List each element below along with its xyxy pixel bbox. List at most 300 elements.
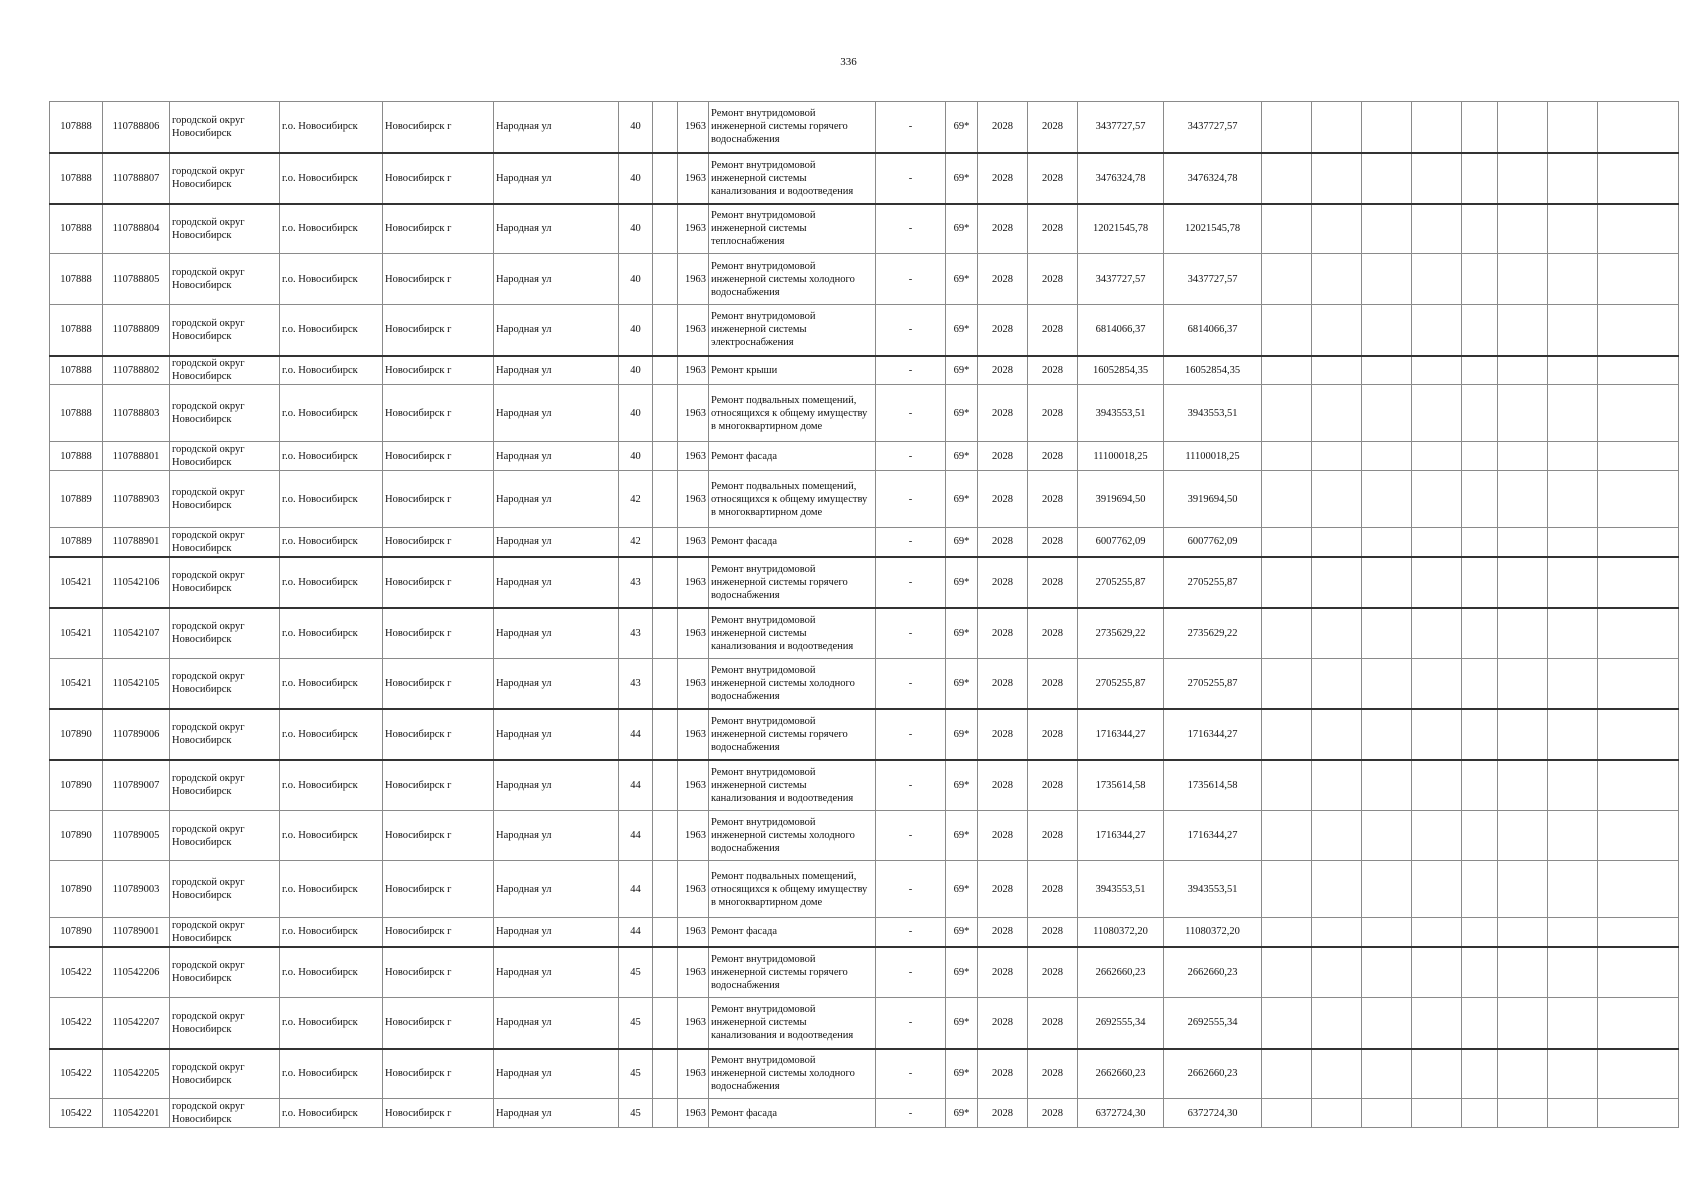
cell-work-type: Ремонт внутридомовой инженерной системы холодного водоснабжения: [709, 811, 876, 861]
cell-element-code: 110788805: [103, 254, 170, 305]
cell-empty: [1312, 557, 1362, 608]
cell-plan-year-end: 2028: [1028, 385, 1078, 442]
cell-plan-year-start: 2028: [978, 356, 1028, 385]
cell-total-cost: 3943553,51: [1164, 385, 1262, 442]
cell-district: г.о. Новосибирск: [280, 709, 383, 760]
cell-empty: [1362, 1049, 1412, 1099]
cell-total-cost: 2735629,22: [1164, 608, 1262, 659]
cell-object-id: 107889: [50, 471, 103, 528]
cell-empty: [1598, 153, 1679, 204]
cell-empty: [1498, 557, 1548, 608]
cell-placeholder: -: [876, 709, 946, 760]
cell-empty: [1462, 254, 1498, 305]
table-row: [50, 947, 1679, 998]
cell-building: [653, 918, 678, 947]
cell-object-id: 107888: [50, 385, 103, 442]
cell-plan-year-end: 2028: [1028, 356, 1078, 385]
cell-empty: [1362, 861, 1412, 918]
cell-build-year: 1963: [678, 811, 709, 861]
cell-total-cost: 11100018,25: [1164, 442, 1262, 471]
cell-element-code: 110542106: [103, 557, 170, 608]
cell-empty: [1262, 254, 1312, 305]
cell-empty: [1498, 356, 1548, 385]
cell-municipality: городской округ Новосибирск: [170, 608, 280, 659]
cell-object-id: 107888: [50, 305, 103, 356]
cell-empty: [1412, 998, 1462, 1049]
cell-district: г.о. Новосибирск: [280, 385, 383, 442]
cell-district: г.о. Новосибирск: [280, 947, 383, 998]
cell-placeholder: -: [876, 608, 946, 659]
cell-empty: [1548, 254, 1598, 305]
cell-street: Народная ул: [494, 760, 619, 811]
cell-total-cost: 1735614,58: [1164, 760, 1262, 811]
cell-empty: [1498, 608, 1548, 659]
cell-empty: [1548, 471, 1598, 528]
cell-plan-year-end: 2028: [1028, 471, 1078, 528]
cell-empty: [1498, 1049, 1548, 1099]
cell-cost: 2662660,23: [1078, 1049, 1164, 1099]
cell-empty: [1412, 811, 1462, 861]
cell-empty: [1462, 102, 1498, 153]
cell-municipality: городской округ Новосибирск: [170, 204, 280, 254]
cell-empty: [1362, 947, 1412, 998]
cell-empty: [1498, 861, 1548, 918]
cell-total-cost: 3943553,51: [1164, 861, 1262, 918]
cell-object-id: 105422: [50, 1049, 103, 1099]
cell-cost: 3919694,50: [1078, 471, 1164, 528]
cell-empty: [1362, 608, 1412, 659]
cell-empty: [1412, 1049, 1462, 1099]
cell-building: [653, 442, 678, 471]
cell-street: Народная ул: [494, 102, 619, 153]
cell-element-code: 110789006: [103, 709, 170, 760]
cell-placeholder: -: [876, 356, 946, 385]
cell-deterioration: 69*: [946, 608, 978, 659]
cell-street: Народная ул: [494, 153, 619, 204]
cell-object-id: 105422: [50, 947, 103, 998]
cell-placeholder: -: [876, 557, 946, 608]
table-row: [50, 1049, 1679, 1099]
cell-empty: [1598, 557, 1679, 608]
cell-plan-year-end: 2028: [1028, 998, 1078, 1049]
cell-empty: [1412, 254, 1462, 305]
cell-element-code: 110789001: [103, 918, 170, 947]
cell-house-number: 45: [619, 1049, 653, 1099]
cell-cost: 1735614,58: [1078, 760, 1164, 811]
cell-plan-year-start: 2028: [978, 918, 1028, 947]
cell-house-number: 44: [619, 918, 653, 947]
cell-work-type: Ремонт внутридомовой инженерной системы холодного водоснабжения: [709, 659, 876, 709]
cell-empty: [1262, 760, 1312, 811]
cell-object-id: 107890: [50, 918, 103, 947]
cell-work-type: Ремонт внутридомовой инженерной системы теплоснабжения: [709, 204, 876, 254]
cell-element-code: 110788806: [103, 102, 170, 153]
cell-empty: [1262, 153, 1312, 204]
cell-object-id: 107888: [50, 204, 103, 254]
cell-settlement: Новосибирск г: [383, 102, 494, 153]
table-row: [50, 861, 1679, 918]
page-number: 336: [840, 56, 857, 68]
cell-element-code: 110789007: [103, 760, 170, 811]
cell-street: Народная ул: [494, 385, 619, 442]
cell-district: г.о. Новосибирск: [280, 204, 383, 254]
cell-empty: [1362, 356, 1412, 385]
cell-district: г.о. Новосибирск: [280, 1099, 383, 1128]
cell-district: г.о. Новосибирск: [280, 918, 383, 947]
cell-placeholder: -: [876, 385, 946, 442]
cell-district: г.о. Новосибирск: [280, 442, 383, 471]
table-row: [50, 153, 1679, 204]
cell-plan-year-start: 2028: [978, 204, 1028, 254]
cell-deterioration: 69*: [946, 305, 978, 356]
cell-empty: [1312, 528, 1362, 557]
cell-empty: [1498, 442, 1548, 471]
cell-building: [653, 811, 678, 861]
cell-total-cost: 3437727,57: [1164, 102, 1262, 153]
cell-placeholder: -: [876, 204, 946, 254]
cell-empty: [1312, 659, 1362, 709]
cell-empty: [1362, 1099, 1412, 1128]
cell-deterioration: 69*: [946, 811, 978, 861]
cell-empty: [1312, 760, 1362, 811]
cell-cost: 3437727,57: [1078, 254, 1164, 305]
cell-empty: [1462, 760, 1498, 811]
cell-build-year: 1963: [678, 385, 709, 442]
cell-plan-year-start: 2028: [978, 385, 1028, 442]
cell-building: [653, 709, 678, 760]
cell-build-year: 1963: [678, 305, 709, 356]
cell-build-year: 1963: [678, 861, 709, 918]
table-row: [50, 557, 1679, 608]
table-row: [50, 811, 1679, 861]
cell-building: [653, 947, 678, 998]
cell-build-year: 1963: [678, 557, 709, 608]
cell-plan-year-end: 2028: [1028, 557, 1078, 608]
cell-element-code: 110542207: [103, 998, 170, 1049]
cell-empty: [1412, 760, 1462, 811]
cell-empty: [1498, 998, 1548, 1049]
cell-empty: [1362, 709, 1412, 760]
cell-settlement: Новосибирск г: [383, 811, 494, 861]
cell-settlement: Новосибирск г: [383, 204, 494, 254]
cell-district: г.о. Новосибирск: [280, 356, 383, 385]
cell-district: г.о. Новосибирск: [280, 102, 383, 153]
cell-build-year: 1963: [678, 102, 709, 153]
cell-deterioration: 69*: [946, 528, 978, 557]
cell-element-code: 110542206: [103, 947, 170, 998]
cell-total-cost: 3437727,57: [1164, 254, 1262, 305]
cell-district: г.о. Новосибирск: [280, 557, 383, 608]
cell-placeholder: -: [876, 471, 946, 528]
cell-cost: 3437727,57: [1078, 102, 1164, 153]
cell-district: г.о. Новосибирск: [280, 998, 383, 1049]
cell-district: г.о. Новосибирск: [280, 471, 383, 528]
cell-street: Народная ул: [494, 471, 619, 528]
cell-deterioration: 69*: [946, 947, 978, 998]
cell-cost: 12021545,78: [1078, 204, 1164, 254]
cell-total-cost: 11080372,20: [1164, 918, 1262, 947]
cell-build-year: 1963: [678, 254, 709, 305]
cell-cost: 2705255,87: [1078, 557, 1164, 608]
cell-municipality: городской округ Новосибирск: [170, 1049, 280, 1099]
cell-empty: [1262, 356, 1312, 385]
cell-empty: [1462, 385, 1498, 442]
cell-empty: [1462, 861, 1498, 918]
cell-empty: [1498, 102, 1548, 153]
cell-plan-year-start: 2028: [978, 528, 1028, 557]
cell-work-type: Ремонт внутридомовой инженерной системы холодного водоснабжения: [709, 1049, 876, 1099]
cell-work-type: Ремонт подвальных помещений, относящихся к общему имуществу в многоквартирном доме: [709, 385, 876, 442]
cell-placeholder: -: [876, 861, 946, 918]
cell-empty: [1362, 471, 1412, 528]
table-row: [50, 385, 1679, 442]
cell-placeholder: -: [876, 254, 946, 305]
cell-empty: [1312, 918, 1362, 947]
cell-settlement: Новосибирск г: [383, 153, 494, 204]
cell-cost: 11080372,20: [1078, 918, 1164, 947]
cell-building: [653, 356, 678, 385]
cell-work-type: Ремонт подвальных помещений, относящихся к общему имуществу в многоквартирном доме: [709, 861, 876, 918]
cell-plan-year-end: 2028: [1028, 102, 1078, 153]
cell-work-type: Ремонт внутридомовой инженерной системы канализования и водоотведения: [709, 998, 876, 1049]
cell-empty: [1462, 709, 1498, 760]
cell-empty: [1412, 947, 1462, 998]
cell-empty: [1598, 102, 1679, 153]
cell-element-code: 110542205: [103, 1049, 170, 1099]
capital-repair-table: [49, 101, 1679, 1128]
cell-building: [653, 557, 678, 608]
cell-empty: [1598, 305, 1679, 356]
cell-empty: [1312, 947, 1362, 998]
cell-plan-year-start: 2028: [978, 1049, 1028, 1099]
cell-empty: [1462, 659, 1498, 709]
cell-deterioration: 69*: [946, 998, 978, 1049]
cell-street: Народная ул: [494, 998, 619, 1049]
cell-building: [653, 1099, 678, 1128]
cell-work-type: Ремонт внутридомовой инженерной системы горячего водоснабжения: [709, 557, 876, 608]
cell-total-cost: 6007762,09: [1164, 528, 1262, 557]
cell-house-number: 45: [619, 998, 653, 1049]
cell-empty: [1312, 254, 1362, 305]
cell-empty: [1312, 861, 1362, 918]
cell-cost: 2662660,23: [1078, 947, 1164, 998]
cell-deterioration: 69*: [946, 861, 978, 918]
cell-house-number: 43: [619, 608, 653, 659]
cell-empty: [1312, 608, 1362, 659]
cell-empty: [1598, 608, 1679, 659]
cell-house-number: 40: [619, 204, 653, 254]
cell-house-number: 40: [619, 385, 653, 442]
cell-build-year: 1963: [678, 709, 709, 760]
cell-plan-year-end: 2028: [1028, 811, 1078, 861]
cell-empty: [1462, 356, 1498, 385]
cell-settlement: Новосибирск г: [383, 918, 494, 947]
cell-empty: [1362, 254, 1412, 305]
cell-empty: [1412, 659, 1462, 709]
cell-plan-year-start: 2028: [978, 153, 1028, 204]
cell-house-number: 40: [619, 442, 653, 471]
cell-house-number: 42: [619, 528, 653, 557]
cell-settlement: Новосибирск г: [383, 608, 494, 659]
cell-empty: [1598, 528, 1679, 557]
cell-street: Народная ул: [494, 811, 619, 861]
cell-empty: [1598, 204, 1679, 254]
cell-empty: [1462, 947, 1498, 998]
table-row: [50, 442, 1679, 471]
cell-district: г.о. Новосибирск: [280, 305, 383, 356]
cell-municipality: городской округ Новосибирск: [170, 528, 280, 557]
table-row: [50, 998, 1679, 1049]
cell-plan-year-end: 2028: [1028, 1099, 1078, 1128]
cell-house-number: 44: [619, 861, 653, 918]
cell-empty: [1262, 811, 1312, 861]
cell-empty: [1262, 918, 1312, 947]
cell-deterioration: 69*: [946, 1049, 978, 1099]
cell-plan-year-end: 2028: [1028, 947, 1078, 998]
cell-building: [653, 760, 678, 811]
cell-municipality: городской округ Новосибирск: [170, 557, 280, 608]
cell-deterioration: 69*: [946, 709, 978, 760]
cell-element-code: 110788903: [103, 471, 170, 528]
cell-empty: [1548, 356, 1598, 385]
cell-empty: [1598, 760, 1679, 811]
cell-object-id: 107890: [50, 811, 103, 861]
cell-cost: 1716344,27: [1078, 709, 1164, 760]
cell-placeholder: -: [876, 811, 946, 861]
cell-object-id: 107890: [50, 760, 103, 811]
cell-empty: [1262, 528, 1312, 557]
cell-house-number: 40: [619, 102, 653, 153]
cell-cost: 3476324,78: [1078, 153, 1164, 204]
cell-street: Народная ул: [494, 557, 619, 608]
cell-settlement: Новосибирск г: [383, 471, 494, 528]
cell-building: [653, 471, 678, 528]
cell-cost: 11100018,25: [1078, 442, 1164, 471]
cell-empty: [1262, 557, 1312, 608]
cell-empty: [1598, 254, 1679, 305]
cell-street: Народная ул: [494, 204, 619, 254]
cell-municipality: городской округ Новосибирск: [170, 659, 280, 709]
cell-empty: [1462, 557, 1498, 608]
cell-object-id: 105421: [50, 608, 103, 659]
cell-empty: [1262, 608, 1312, 659]
cell-house-number: 40: [619, 153, 653, 204]
cell-total-cost: 3476324,78: [1164, 153, 1262, 204]
cell-empty: [1462, 528, 1498, 557]
cell-plan-year-start: 2028: [978, 471, 1028, 528]
cell-deterioration: 69*: [946, 659, 978, 709]
cell-settlement: Новосибирск г: [383, 659, 494, 709]
cell-empty: [1598, 471, 1679, 528]
cell-plan-year-start: 2028: [978, 254, 1028, 305]
cell-settlement: Новосибирск г: [383, 760, 494, 811]
cell-cost: 1716344,27: [1078, 811, 1164, 861]
cell-element-code: 110788809: [103, 305, 170, 356]
cell-empty: [1462, 305, 1498, 356]
cell-object-id: 107890: [50, 709, 103, 760]
cell-empty: [1462, 918, 1498, 947]
cell-settlement: Новосибирск г: [383, 442, 494, 471]
cell-house-number: 44: [619, 760, 653, 811]
cell-empty: [1548, 998, 1598, 1049]
cell-municipality: городской округ Новосибирск: [170, 442, 280, 471]
cell-empty: [1498, 254, 1548, 305]
cell-work-type: Ремонт внутридомовой инженерной системы канализования и водоотведения: [709, 760, 876, 811]
cell-build-year: 1963: [678, 153, 709, 204]
cell-empty: [1462, 1099, 1498, 1128]
cell-element-code: 110788804: [103, 204, 170, 254]
cell-plan-year-end: 2028: [1028, 918, 1078, 947]
cell-building: [653, 305, 678, 356]
cell-empty: [1262, 102, 1312, 153]
cell-plan-year-start: 2028: [978, 608, 1028, 659]
cell-municipality: городской округ Новосибирск: [170, 918, 280, 947]
cell-building: [653, 385, 678, 442]
cell-street: Народная ул: [494, 1049, 619, 1099]
cell-house-number: 44: [619, 709, 653, 760]
cell-build-year: 1963: [678, 204, 709, 254]
cell-deterioration: 69*: [946, 385, 978, 442]
cell-district: г.о. Новосибирск: [280, 659, 383, 709]
cell-empty: [1412, 528, 1462, 557]
cell-street: Народная ул: [494, 608, 619, 659]
cell-placeholder: -: [876, 528, 946, 557]
cell-empty: [1548, 760, 1598, 811]
cell-street: Народная ул: [494, 442, 619, 471]
cell-empty: [1498, 305, 1548, 356]
table-row: [50, 102, 1679, 153]
cell-build-year: 1963: [678, 1099, 709, 1128]
cell-empty: [1498, 153, 1548, 204]
cell-empty: [1362, 442, 1412, 471]
cell-cost: 16052854,35: [1078, 356, 1164, 385]
cell-build-year: 1963: [678, 442, 709, 471]
cell-object-id: 107888: [50, 153, 103, 204]
cell-house-number: 40: [619, 305, 653, 356]
cell-empty: [1598, 918, 1679, 947]
cell-cost: 3943553,51: [1078, 385, 1164, 442]
cell-empty: [1598, 385, 1679, 442]
cell-work-type: Ремонт внутридомовой инженерной системы горячего водоснабжения: [709, 709, 876, 760]
cell-object-id: 107888: [50, 102, 103, 153]
cell-empty: [1362, 528, 1412, 557]
cell-municipality: городской округ Новосибирск: [170, 947, 280, 998]
table-row: [50, 760, 1679, 811]
cell-build-year: 1963: [678, 947, 709, 998]
cell-plan-year-end: 2028: [1028, 608, 1078, 659]
cell-empty: [1312, 153, 1362, 204]
cell-house-number: 45: [619, 1099, 653, 1128]
cell-settlement: Новосибирск г: [383, 385, 494, 442]
cell-empty: [1548, 102, 1598, 153]
cell-plan-year-end: 2028: [1028, 709, 1078, 760]
cell-empty: [1362, 153, 1412, 204]
cell-object-id: 107889: [50, 528, 103, 557]
cell-empty: [1498, 528, 1548, 557]
cell-street: Народная ул: [494, 356, 619, 385]
cell-work-type: Ремонт фасада: [709, 442, 876, 471]
cell-empty: [1548, 709, 1598, 760]
cell-empty: [1462, 471, 1498, 528]
cell-municipality: городской округ Новосибирск: [170, 709, 280, 760]
table-row: [50, 918, 1679, 947]
cell-empty: [1498, 385, 1548, 442]
cell-empty: [1498, 918, 1548, 947]
cell-building: [653, 102, 678, 153]
cell-total-cost: 6814066,37: [1164, 305, 1262, 356]
cell-element-code: 110788802: [103, 356, 170, 385]
table-row: [50, 471, 1679, 528]
